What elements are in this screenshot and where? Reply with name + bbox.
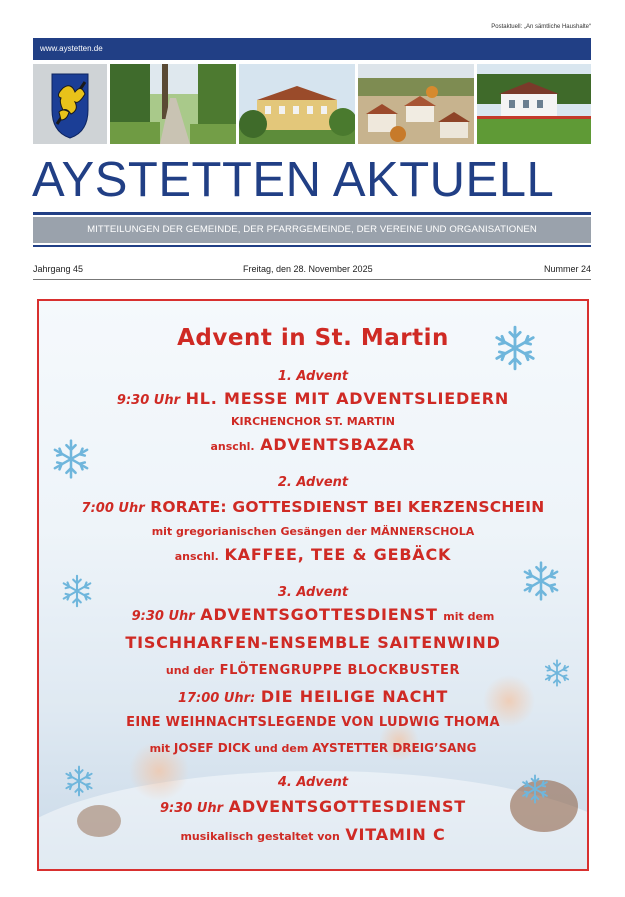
advent3-legend: EINE WEIHNACHTSLEGENDE VON LUDWIG THOMA xyxy=(126,715,500,730)
advent2-music: mit gregorianischen Gesängen der MÄNNERSCHOLA xyxy=(151,525,475,538)
advent1-service: 9:30 Uhr HL. MESSE MIT ADVENTSLIEDERN xyxy=(116,389,510,408)
advent2-heading: 2. Advent xyxy=(277,475,349,490)
advent-poster xyxy=(37,299,589,871)
masthead-title: AYSTETTEN AKTUELL xyxy=(32,153,555,207)
advent3-flutes: und der FLÖTENGRUPPE BLOCKBUSTER xyxy=(165,663,461,678)
issue-date: Freitag, den 28. November 2025 xyxy=(243,264,373,274)
coat-of-arms xyxy=(33,64,107,144)
masthead-rule xyxy=(33,212,591,215)
advent1-heading: 1. Advent xyxy=(277,369,349,384)
volume-label: Jahrgang 45 xyxy=(33,264,84,274)
meta-rule xyxy=(33,279,591,280)
advent1-choir: KIRCHENCHOR ST. MARTIN xyxy=(230,415,396,428)
photo-village xyxy=(358,64,474,144)
issue-number: Nummer 24 xyxy=(543,264,591,274)
advent3-performers: mit JOSEF DICK und dem AYSTETTER DREIG’SANG xyxy=(149,741,477,755)
advent3-evening: 17:00 Uhr: DIE HEILIGE NACHT xyxy=(177,687,449,706)
advent4-music: musikalisch gestaltet von VITAMIN C xyxy=(180,825,446,844)
masthead-subtitle: MITTEILUNGEN DER GEMEINDE, DER PFARRGEMEINDE, DER VEREINE UND ORGANISATIONEN xyxy=(33,217,591,243)
advent3-service: 9:30 Uhr ADVENTSGOTTESDIENST mit dem xyxy=(131,605,495,624)
header-photos xyxy=(33,64,591,144)
website-bar xyxy=(33,38,591,60)
postal-note: Postaktuell: „An sämtliche Haushalte“ xyxy=(491,24,591,30)
advent3-ensemble: TISCHHARFEN-ENSEMBLE SAITENWIND xyxy=(125,633,501,652)
advent3-heading: 3. Advent xyxy=(277,585,349,600)
coat-of-arms-icon xyxy=(33,64,107,144)
advent2-service: 7:00 Uhr RORATE: GOTTESDIENST BEI KERZENSCHEIN xyxy=(81,498,545,516)
photo-sports-club xyxy=(477,64,591,144)
advent4-service: 9:30 Uhr ADVENTSGOTTESDIENST xyxy=(159,797,467,816)
advent1-after: anschl. ADVENTSBAZAR xyxy=(210,435,416,454)
website-link[interactable]: www.aystetten.de xyxy=(40,44,103,53)
issue-meta xyxy=(33,261,591,277)
poster-title: Advent in St. Martin xyxy=(177,325,449,351)
advent2-after: anschl. KAFFEE, TEE & GEBÄCK xyxy=(174,545,452,564)
photo-castle xyxy=(239,64,355,144)
subtitle-rule xyxy=(33,245,591,247)
photo-forest-path xyxy=(110,64,236,144)
advent4-heading: 4. Advent xyxy=(277,775,349,790)
